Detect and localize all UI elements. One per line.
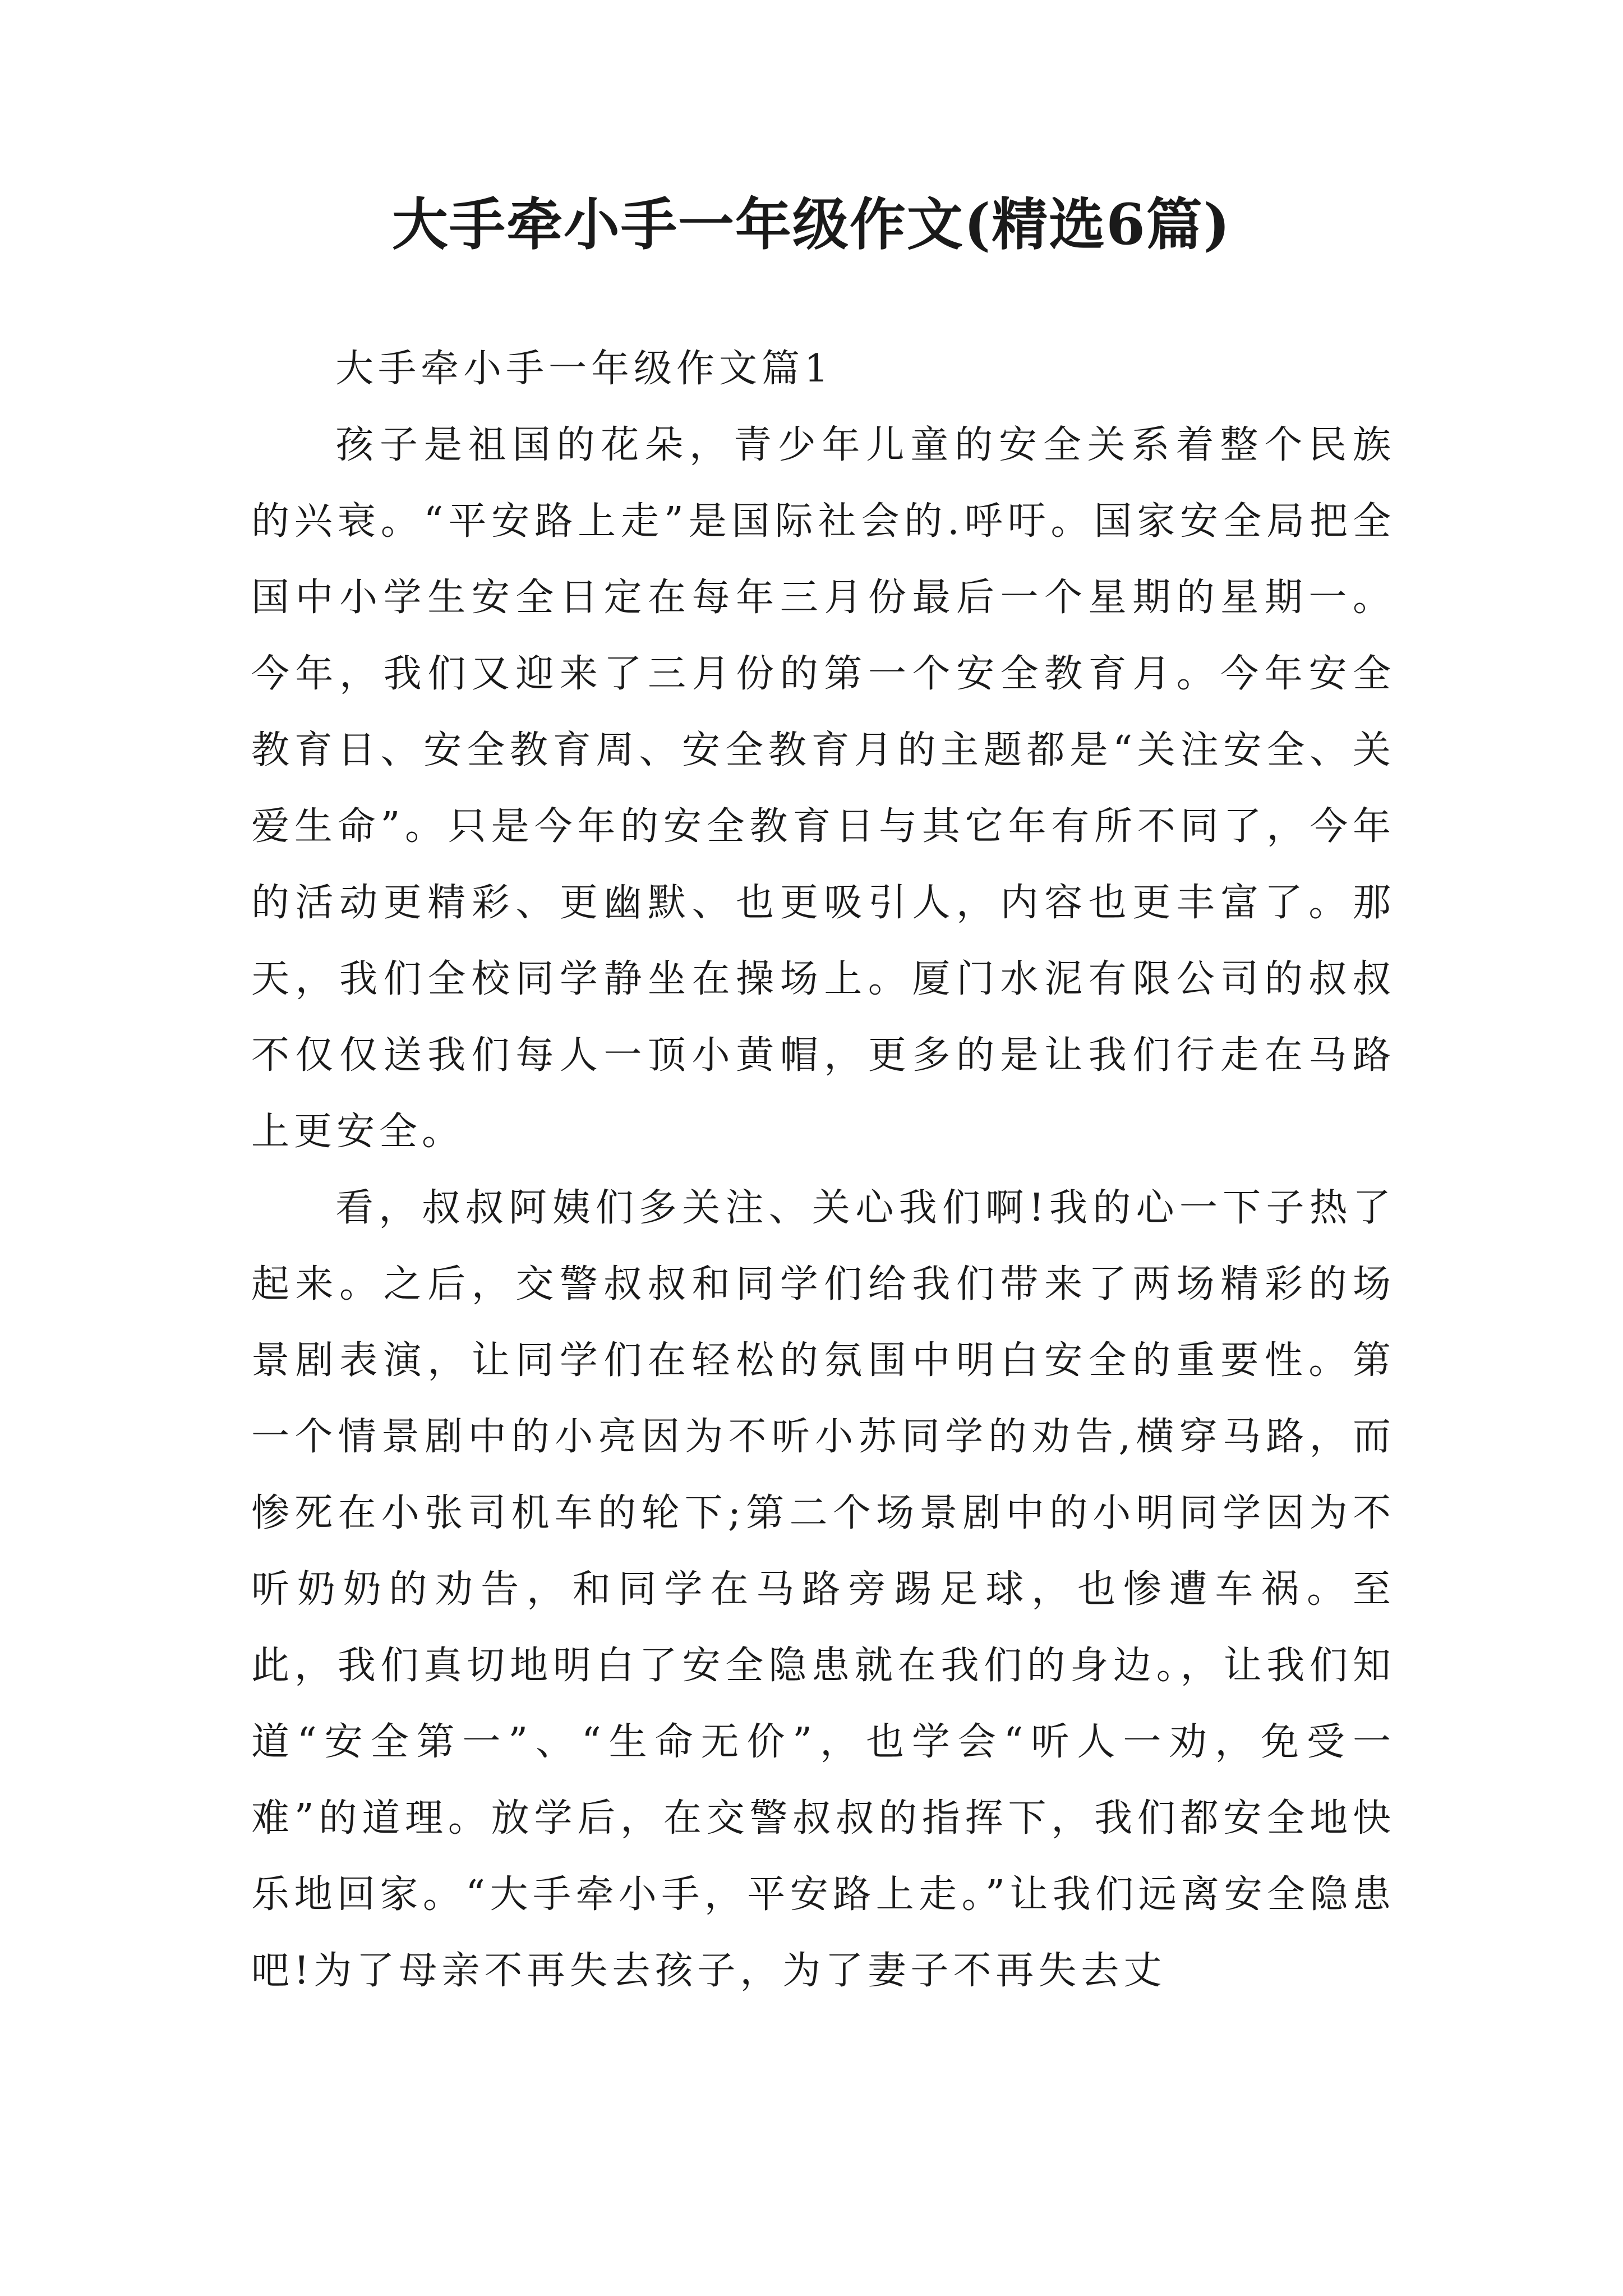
document-title: 大手牵小手一年级作文(精选6篇) (391, 191, 1232, 257)
paragraph-1: 孩子是祖国的花朵，青少年儿童的安全关系着整个民族的兴衰。“平安路上走”是国际社会的.呼吁。国家安全局把全国中小学生安全日定在每年三月份最后一个星期的星期一。今年，我们又迎来了三月份的第一个安全教育月。今年安全教育日、安全教育周、安全教育月的主题都是“关注安全、关爱生命”。只是今年的安全教育日与其它年有所不同了，今年的活动更精彩、更幽默、也更吸引人，内容也更丰富了。那天，我们全校同学静坐在操场上。厦门水泥有限公司的叔叔不仅仅送我们每人一顶小黄帽，更多的是让我们行走在马路上更安全。 (251, 423, 1395, 1154)
document-body (251, 331, 1395, 2009)
paragraph-2: 看，叔叔阿姨们多关注、关心我们啊!我的心一下子热了起来。之后，交警叔叔和同学们给我们带来了两场精彩的场景剧表演，让同学们在轻松的氛围中明白安全的重要性。第一个情景剧中的小亮因为不听小苏同学的劝告,横穿马路，而惨死在小张司机车的轮下;第二个场景剧中的小明同学因为不听奶奶的劝告，和同学在马路旁踢足球，也惨遭车祸。至此，我们真切地明白了安全隐患就在我们的身边。，让我们知道“安全第一”、“生命无价”，也学会“听人一劝，免受一难”的道理。放学后，在交警叔叔的指挥下，我们都安全地快乐地回家。“大手牵小手，平安路上走。”让我们远离安全隐患吧!为了母亲不再失去孩子，为了妻子不再失去丈 (251, 1186, 1395, 1993)
section-heading: 大手牵小手一年级作文篇1 (335, 347, 833, 391)
